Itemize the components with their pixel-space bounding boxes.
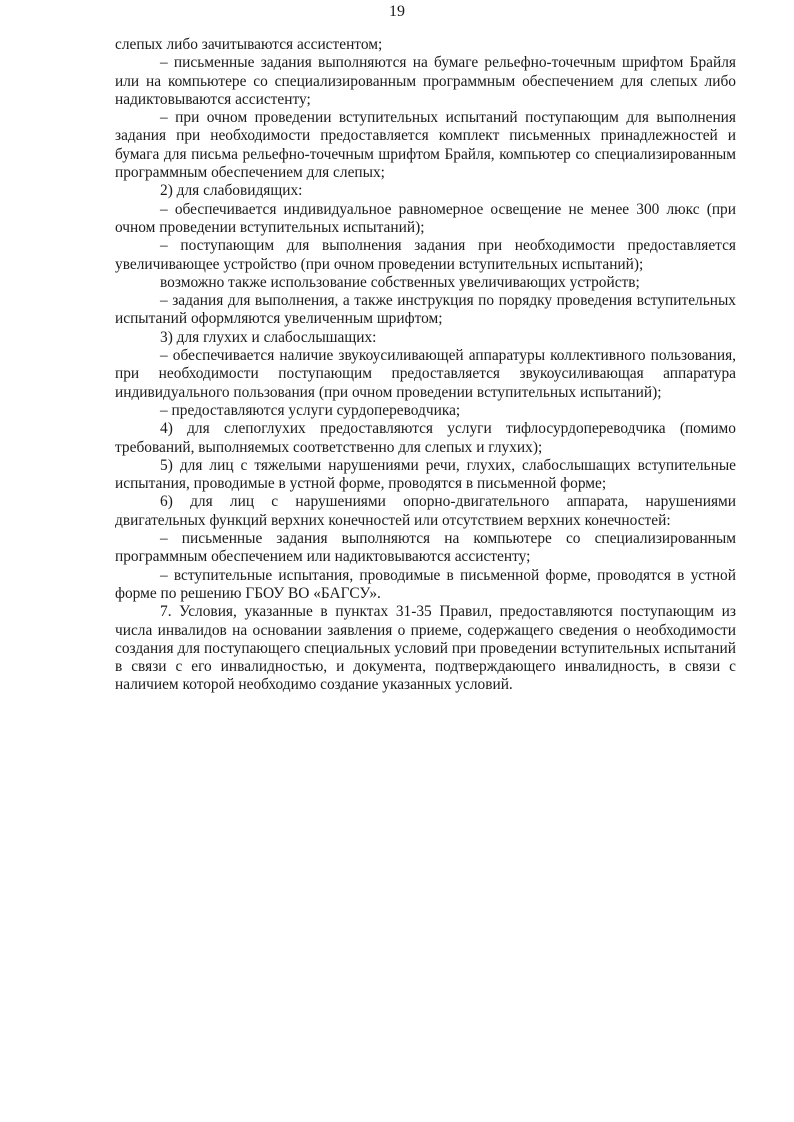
- paragraph-deaf-sound-equipment: – обеспечивается наличие звукоусиливающей аппаратуры коллективного пользования, при необходимости поступающим предоставляется звукоусиливающая аппаратура индивидуального пользования (при очном проведении вступительных испытаний);: [115, 347, 736, 401]
- paragraph-speech-impairment: 5) для лиц с тяжелыми нарушениями речи, глухих, слабослышащих вступительные испытания, проводимые в устной форме, проводятся в письменной форме;: [115, 456, 736, 493]
- paragraph-blind-written-tasks: – письменные задания выполняются на бумаге рельефно-точечным шрифтом Брайля или на компьютере со специализированным программным обеспечением для слепых либо надиктовываются ассистенту;: [115, 54, 736, 108]
- paragraph-low-vision-own-devices: возможно также использование собственных увеличивающих устройств;: [160, 273, 640, 291]
- paragraph-blind-continuation: слепых либо зачитываются ассистентом;: [115, 36, 383, 53]
- paragraph-deaf-sign-interpreter: – предоставляются услуги сурдопереводчика;: [160, 401, 461, 419]
- paragraph-low-vision-large-font: – задания для выполнения, а также инструкция по порядку проведения вступительных испытаний оформляются увеличенным шрифтом;: [115, 292, 736, 328]
- paragraph-motor-oral-form: – вступительные испытания, проводимые в письменной форме, проводятся в устной форме по решению ГБОУ ВО «БАГСУ».: [115, 566, 736, 602]
- paragraph-blind-supplies: – при очном проведении вступительных испытаний поступающим для выполнения задания при необходимости предоставляется комплект письменных принадлежностей и бумага для письма рельефно-точечным шрифтом Брайля, компьютер со специализированным программным обеспечением для слепых;: [115, 109, 736, 182]
- paragraph-motor-computer: – письменные задания выполняются на компьютере со специализированным программным обеспечением или надиктовываются ассистенту;: [115, 530, 736, 566]
- paragraph-low-vision-lighting: – обеспечивается индивидуальное равномерное освещение не менее 300 люкс (при очном проведении вступительных испытаний);: [115, 200, 736, 236]
- paragraph-deafblind: 4) для слепоглухих предоставляются услуги тифлосурдопереводчика (помимо требований, выполняемых соответственно для слепых и глухих);: [115, 420, 736, 456]
- paragraph-deaf-heading: 3) для глухих и слабослышащих:: [160, 328, 377, 346]
- paragraph-low-vision-magnifier: – поступающим для выполнения задания при необходимости предоставляется увеличивающее устройство (при очном проведении вступительных испытаний);: [115, 237, 736, 273]
- paragraph-motor-impairment-heading: 6) для лиц с нарушениями опорно-двигательного аппарата, нарушениями двигательных функций верхних конечностей или отсутствием верхних конечностей:: [115, 493, 736, 529]
- document-body: [115, 36, 736, 695]
- paragraph-conditions-application: 7. Условия, указанные в пунктах 31-35 Правил, предоставляются поступающим из числа инвалидов на основании заявления о приеме, содержащего сведения о необходимости создания для поступающего специальных условий при проведении вступительных испытаний в связи с его инвалидностью, и документа, подтверждающего инвалидность, в связи с наличием которой необходимо создание указанных условий.: [115, 603, 736, 694]
- page-number: 19: [389, 3, 405, 20]
- paragraph-low-vision-heading: 2) для слабовидящих:: [160, 182, 303, 200]
